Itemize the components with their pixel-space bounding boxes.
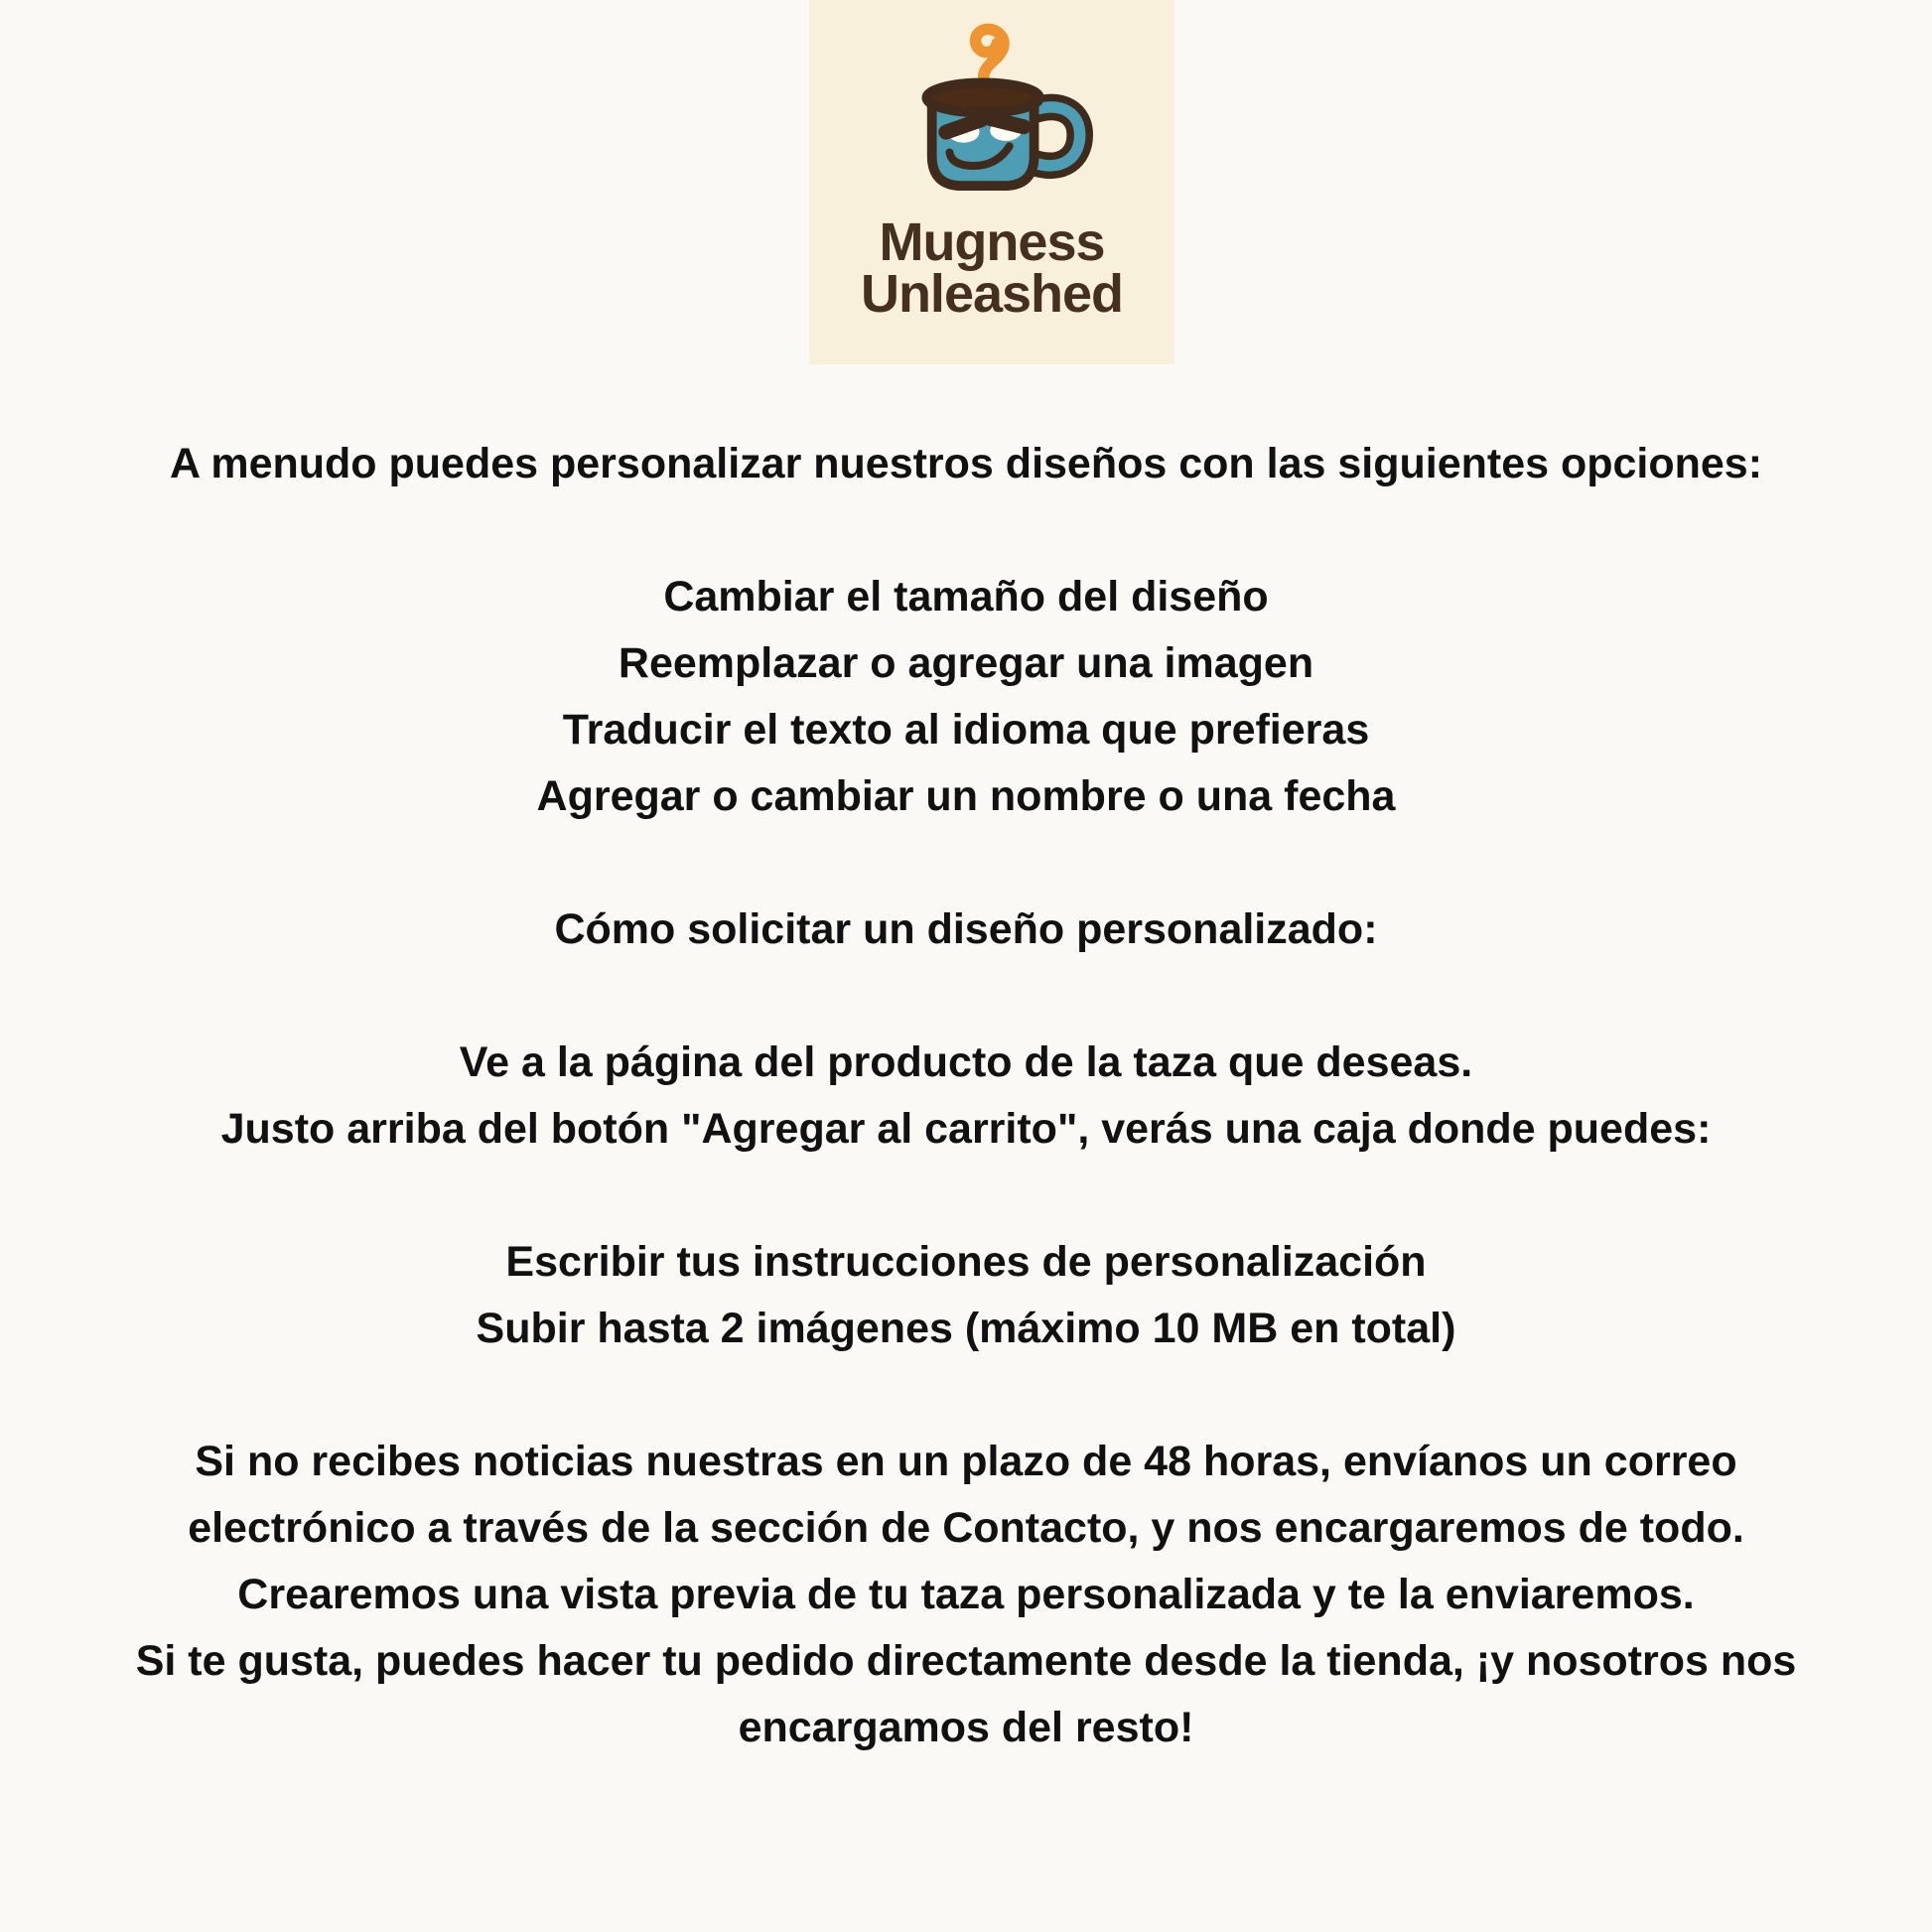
box-action-item: Escribir tus instrucciones de personalización bbox=[505, 1238, 1427, 1286]
how-to-title-line: Cómo solicitar un diseño personalizado: bbox=[554, 905, 1378, 953]
closing-line: electrónico a través de la sección de Contacto, y nos encargaremos de todo. bbox=[188, 1504, 1744, 1552]
box-actions-list bbox=[0, 1229, 1932, 1362]
brand-logo-card bbox=[809, 0, 1174, 364]
right-eyebrow bbox=[988, 118, 1023, 127]
smirking-mug-with-steam-icon bbox=[850, 8, 1134, 210]
step-line: Ve a la página del producto de la taza que deseas. bbox=[459, 1038, 1473, 1086]
how-to-title bbox=[0, 897, 1932, 963]
brand-name bbox=[809, 212, 1174, 324]
closing-line: encargamos del resto! bbox=[738, 1704, 1194, 1751]
closing-line: Si te gusta, puedes hacer tu pedido directamente desde la tienda, ¡y nosotros nos bbox=[135, 1637, 1797, 1685]
option-item: Cambiar el tamaño del diseño bbox=[663, 573, 1269, 621]
brand-name-line2: Unleashed bbox=[860, 264, 1124, 324]
mug-rim-coffee bbox=[926, 82, 1039, 112]
intro-paragraph bbox=[0, 431, 1932, 497]
option-item: Reemplazar o agregar una imagen bbox=[618, 639, 1314, 687]
brand-name-line1: Mugness bbox=[879, 212, 1105, 272]
option-item: Agregar o cambiar un nombre o una fecha bbox=[536, 772, 1396, 820]
closing-line: Si no recibes noticias nuestras en un plazo de 48 horas, envíanos un correo bbox=[195, 1438, 1737, 1485]
intro-line: A menudo puedes personalizar nuestros diseños con las siguientes opciones: bbox=[169, 440, 1763, 487]
closing-line: Crearemos una vista previa de tu taza personalizada y te la enviaremos. bbox=[237, 1571, 1695, 1618]
step-line: Justo arriba del botón "Agregar al carrito", verás una caja donde puedes: bbox=[220, 1105, 1712, 1153]
option-item: Traducir el texto al idioma que prefieras bbox=[562, 706, 1370, 754]
closing-paragraph bbox=[0, 1429, 1932, 1761]
customization-options-list bbox=[0, 564, 1932, 830]
steps-paragraph bbox=[0, 1030, 1932, 1163]
box-action-item: Subir hasta 2 imágenes (máximo 10 MB en total) bbox=[476, 1305, 1456, 1352]
